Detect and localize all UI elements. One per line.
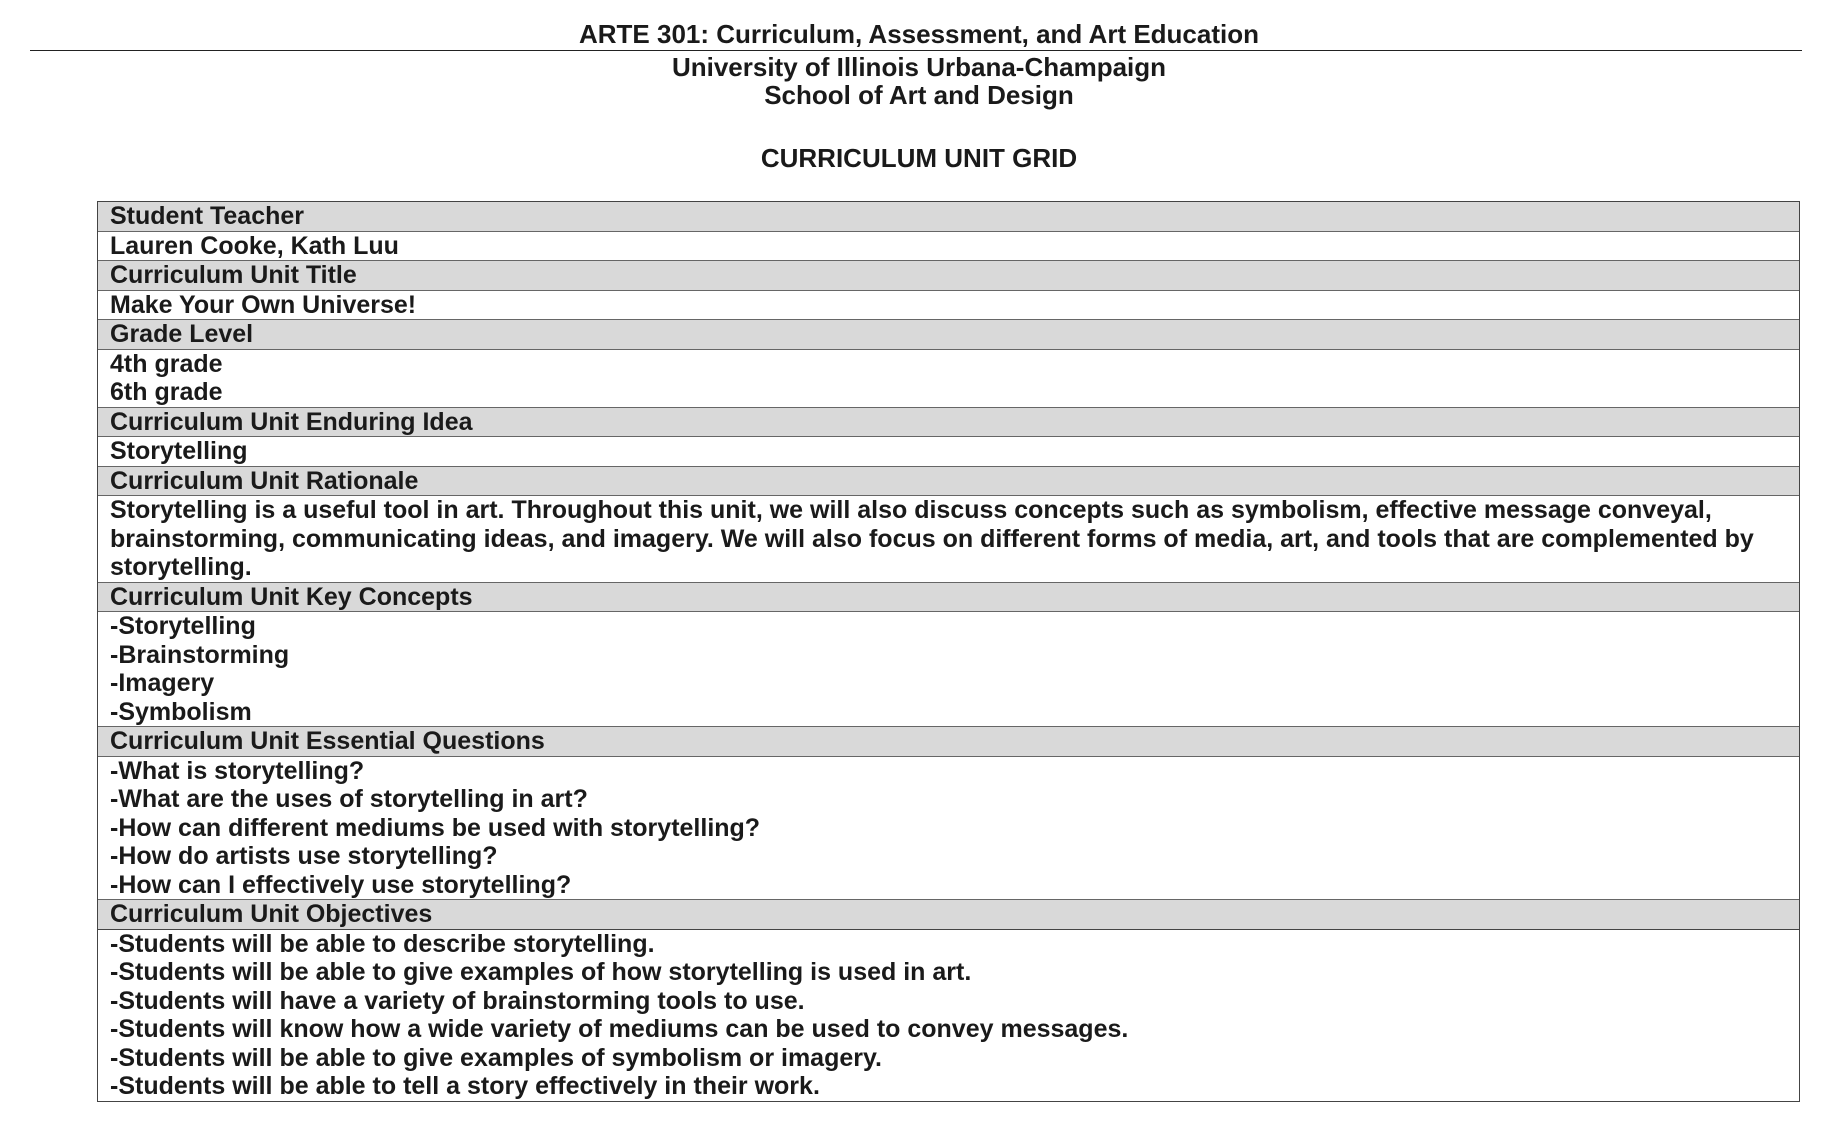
- key-concept-item: -Brainstorming: [110, 640, 290, 669]
- essential-question-item: -How can different mediums be used with storytelling?: [110, 813, 761, 842]
- header-divider: [30, 50, 1802, 51]
- grade-level-heading: Grade Level: [98, 319, 1799, 349]
- essential-questions-heading: Curriculum Unit Essential Questions: [98, 726, 1799, 756]
- essential-question-item: -How can I effectively use storytelling?: [110, 870, 572, 899]
- objectives-heading: Curriculum Unit Objectives: [98, 899, 1799, 930]
- enduring-idea-value: Storytelling: [110, 437, 248, 465]
- objective-item: -Students will know how a wide variety of mediums can be used to convey messages.: [110, 1015, 1129, 1043]
- student-teacher-cell: [98, 231, 1799, 261]
- objective-item: -Students will be able to describe storytelling.: [110, 929, 655, 958]
- objective-item: -Students will be able to tell a story effectively in their work.: [110, 1072, 820, 1100]
- rationale-text: Storytelling is a useful tool in art. Throughout this unit, we will also discuss concepts such as symbolism, effective message conveyal, brainstorming, communicating ideas, and imagery. We will also focus on different forms of media, art, and tools that are complemented by storytelling.: [110, 496, 1754, 581]
- unit-title-cell: [98, 290, 1799, 320]
- course-title: ARTE 301: Curriculum, Assessment, and Art Education: [579, 19, 1259, 49]
- objective-item: -Students will have a variety of brainstorming tools to use.: [110, 986, 805, 1015]
- university-name: University of Illinois Urbana-Champaign: [671, 52, 1167, 82]
- essential-question-item: -What is storytelling?: [110, 756, 365, 785]
- grade-level-cell: [98, 349, 1799, 407]
- objective-item: -Students will be able to give examples of symbolism or imagery.: [110, 1043, 882, 1072]
- rationale-heading: Curriculum Unit Rationale: [98, 466, 1799, 496]
- enduring-idea-heading: Curriculum Unit Enduring Idea: [98, 407, 1799, 437]
- essential-question-item: -How do artists use storytelling?: [110, 842, 498, 870]
- document-title: CURRICULUM UNIT GRID: [760, 143, 1078, 173]
- unit-title-value: Make Your Own Universe!: [110, 290, 417, 319]
- objectives-cell: [98, 930, 1799, 1101]
- essential-question-item: -What are the uses of storytelling in art?: [110, 785, 588, 813]
- key-concept-item: -Symbolism: [110, 697, 252, 726]
- grade-level-item: 4th grade: [110, 349, 223, 378]
- student-teacher-heading: Student Teacher: [98, 202, 1799, 231]
- key-concepts-cell: [98, 611, 1799, 726]
- key-concept-item: -Imagery: [110, 669, 215, 697]
- curriculum-unit-grid: [97, 201, 1800, 1102]
- rationale-cell: [98, 495, 1799, 582]
- student-teacher-value: Lauren Cooke, Kath Luu: [110, 231, 399, 260]
- enduring-idea-cell: [98, 436, 1799, 466]
- key-concepts-heading: Curriculum Unit Key Concepts: [98, 582, 1799, 612]
- essential-questions-cell: [98, 756, 1799, 900]
- unit-title-heading: Curriculum Unit Title: [98, 260, 1799, 290]
- school-name: School of Art and Design: [764, 80, 1074, 110]
- objective-item: -Students will be able to give examples of how storytelling is used in art.: [110, 958, 972, 986]
- key-concept-item: -Storytelling: [110, 612, 256, 640]
- grade-level-item: 6th grade: [110, 378, 223, 406]
